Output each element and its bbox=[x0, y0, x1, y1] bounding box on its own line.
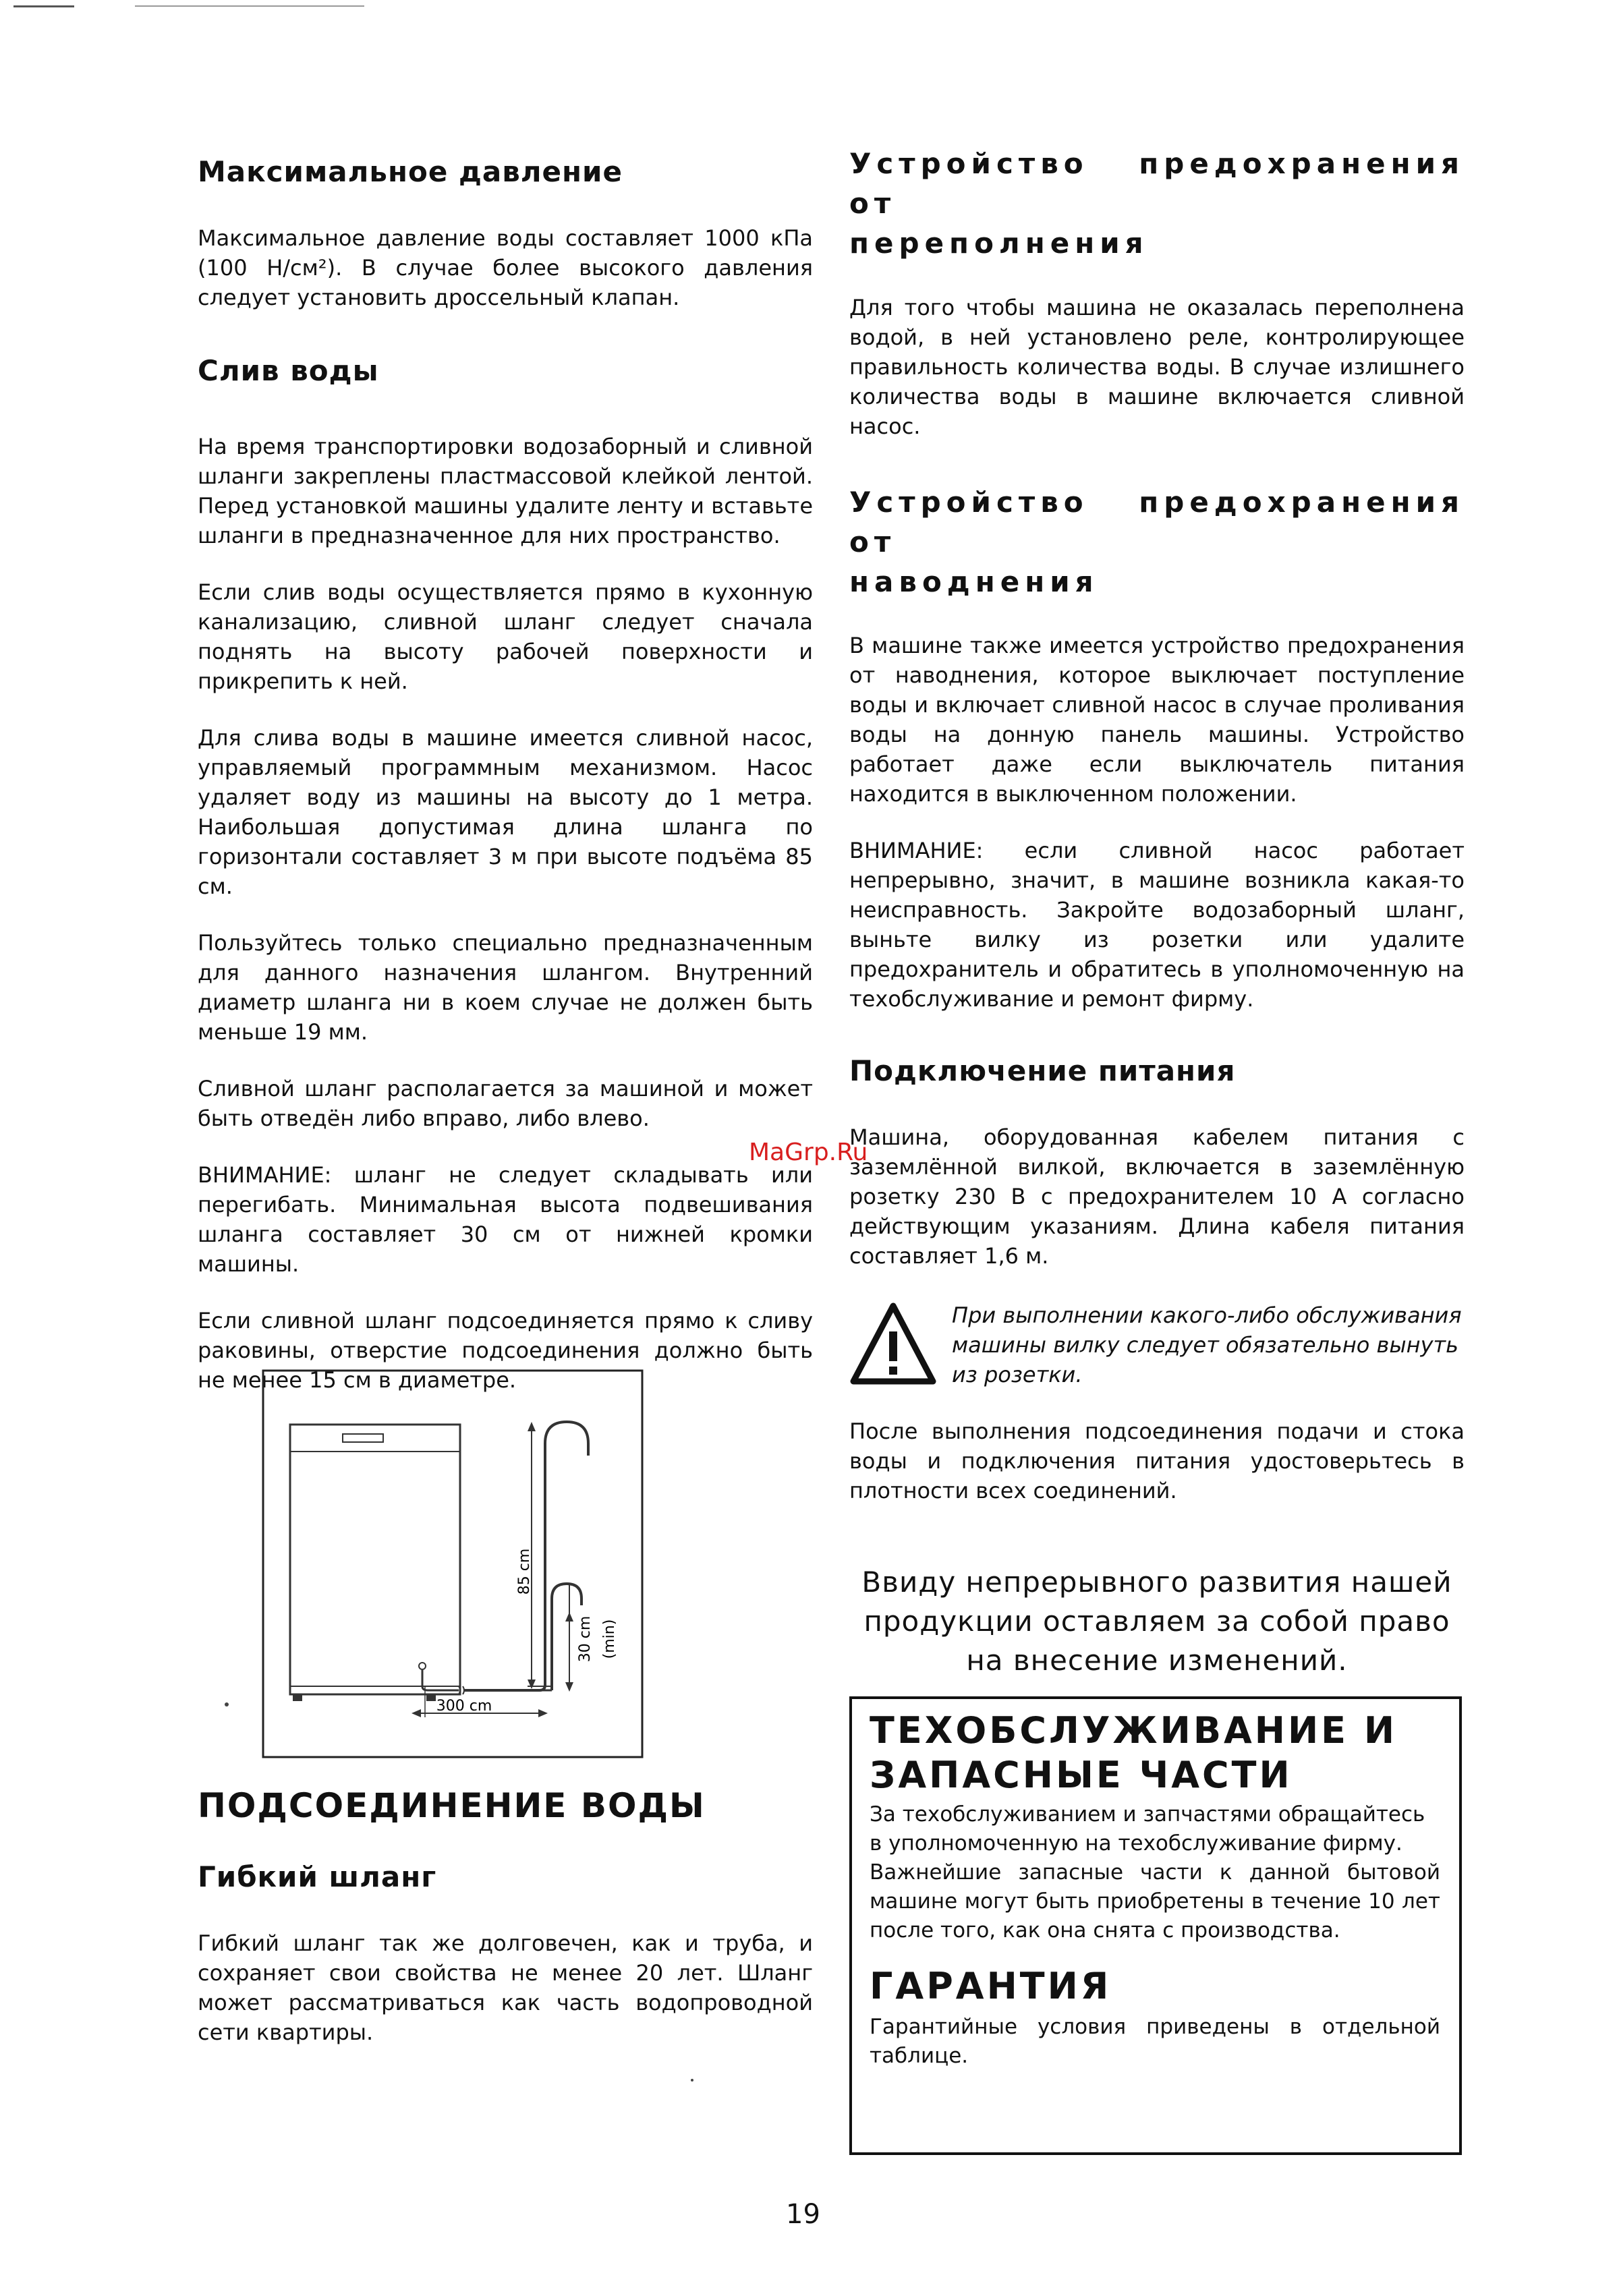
flexible-hose-text: Гибкий шланг так же долговечен, как и труба, и сохраняет свои свойства не менее 20 лет. Шланг может рассматриваться как часть водопроводной сети квартиры. bbox=[198, 1930, 813, 2045]
hose-clip bbox=[459, 1686, 464, 1694]
flood-warning-paragraph: ВНИМАНИЕ: если сливной насос работает непрерывно, значит, в машине возникла какая-то неисправность. Закройте водозаборный шланг, выньте вилку из розетки или удалите предохранитель и обратитесь в уполномоченную на техобслуживание и ремонт фирму. bbox=[849, 837, 1465, 1012]
power-paragraph: Машина, оборудованная кабелем питания с заземлённой вилкой, включается в заземлённую розетку 230 В с предохранителем 10 А согласно действующим указаниям. Длина кабеля питания составляет 1,6 м. bbox=[849, 1124, 1465, 1269]
overflow-heading-line1: Устройство предохранения от bbox=[849, 147, 1465, 220]
service-paragraph: За техобслуживанием и запчастями обращайтесь в уполномоченную на техобслуживание фирму. bbox=[870, 1802, 1425, 1856]
drain-paragraph: Если сливной шланг подсоединяется прямо к сливу раковины, отверстие подсоединения должно быть не менее 15 см в диаметре. bbox=[198, 1307, 813, 1393]
label-85cm: 85 cm bbox=[516, 1548, 533, 1595]
flood-heading-line2: наводнения bbox=[849, 565, 1099, 598]
dimension-arrow bbox=[528, 1422, 536, 1431]
drain-hose-diagram bbox=[262, 1369, 644, 1758]
drain-paragraph: Пользуйтесь только специально предназначенным для данного назначения шлангом. Внутренний диаметр шланга ни в коем случае не должен быть меньше 19 мм. bbox=[198, 929, 813, 1045]
dimension-arrow bbox=[565, 1682, 573, 1692]
flood-paragraph: В машине также имеется устройство предохранения от наводнения, которое выключает поступление воды и включает сливной насос в случае проливания воды на донную панель машины. Устройство работает даже если выключатель питания находится в выключенном положении. bbox=[849, 632, 1465, 807]
warranty-heading: ГАРАНТИЯ bbox=[870, 1965, 1112, 2007]
label-300cm: 300 cm bbox=[436, 1698, 492, 1715]
flood-heading-line1: Устройство предохранения от bbox=[849, 486, 1465, 559]
dimension-arrow bbox=[412, 1709, 421, 1717]
watermark: MaGrp.Ru bbox=[749, 1139, 868, 1166]
safety-warning bbox=[849, 1300, 1465, 1389]
scan-dot bbox=[691, 2079, 693, 2082]
warning-triangle-icon bbox=[849, 1300, 937, 1388]
max-pressure-text: Максимальное давление воды составляет 1000 кПа (100 Н/см²). В случае более высокого давления следует установить дроссельный клапан. bbox=[198, 225, 813, 310]
water-connection-section bbox=[198, 1786, 813, 2047]
service-warranty-box bbox=[849, 1696, 1462, 2155]
dishwasher-outline bbox=[290, 1425, 460, 1694]
water-connection-heading: ПОДСОЕДИНЕНИЕ ВОДЫ bbox=[198, 1786, 706, 1825]
drain-paragraph: Сливной шланг располагается за машиной и может быть отведён либо вправо, либо влево. bbox=[198, 1075, 813, 1131]
scan-edge-line bbox=[13, 5, 74, 7]
right-column bbox=[849, 144, 1465, 1505]
drain-paragraph: Если слив воды осуществляется прямо в кухонную канализацию, сливной шланг следует сначала поднять на высоту рабочей поверхности и прикрепить к ней. bbox=[198, 579, 813, 694]
drain-warning-paragraph: ВНИМАНИЕ: шланг не следует складывать или перегибать. Минимальная высота подвешивания шланга составляет 30 см от нижней кромки машины. bbox=[198, 1161, 813, 1277]
dimension-arrow bbox=[565, 1612, 573, 1621]
display-slot bbox=[343, 1434, 383, 1442]
scan-dot bbox=[225, 1702, 229, 1706]
drain-hose-lower bbox=[422, 1670, 459, 1690]
flexible-hose-heading: Гибкий шланг bbox=[198, 1860, 437, 1893]
safety-warning-text: При выполнении какого-либо обслуживания машины вилку следует обязательно вынуть из розетки. bbox=[952, 1302, 1462, 1387]
drain-paragraph: Для слива воды в машине имеется сливной насос, управляемый программным механизмом. Насос удаляет воду из машины на высоту до 1 метра. Наибольшая допустимая длина шланга по горизонтали составляет 3 м при высоте подъёма 85 см. bbox=[198, 724, 813, 899]
dimension-arrow bbox=[528, 1680, 536, 1689]
drain-paragraph: На время транспортировки водозаборный и сливной шланги закреплены пластмассовой клейкой лентой. Перед установкой машины удалите ленту и вставьте шланги в предназначенное для них пространство. bbox=[198, 433, 813, 548]
page-number: 19 bbox=[786, 2199, 820, 2230]
foot bbox=[293, 1694, 302, 1701]
drain-outlet bbox=[419, 1663, 426, 1669]
foot bbox=[426, 1694, 436, 1701]
service-paragraph: Важнейшие запасные части к данной бытовой машине могут быть приобретены в течение 10 лет после того, как она снята с производства. bbox=[870, 1860, 1440, 1943]
overflow-heading-line2: переполнения bbox=[849, 226, 1149, 260]
drain-heading: Слив воды bbox=[198, 353, 379, 387]
change-notice: Ввиду непрерывного развития нашей продукции оставляем за собой право на внесение изменений. bbox=[861, 1566, 1452, 1677]
overflow-text: Для того чтобы машина не оказалась переполнена водой, в ней установлено реле, контролирующее правильность количества воды. В случае излишнего количества воды в машине включается сливной насос. bbox=[849, 295, 1465, 440]
service-heading: ТЕХОБСЛУЖИВАНИЕ И ЗАПАСНЫЕ ЧАСТИ bbox=[870, 1709, 1398, 1796]
label-30cm: 30 cm bbox=[577, 1615, 594, 1663]
max-pressure-heading: Максимальное давление bbox=[198, 155, 623, 188]
power-heading: Подключение питания bbox=[849, 1054, 1236, 1087]
scan-edge-line bbox=[135, 5, 364, 7]
warranty-text: Гарантийные условия приведены в отдельной таблице. bbox=[870, 2015, 1440, 2068]
dimension-arrow bbox=[538, 1709, 548, 1717]
power-final-paragraph: После выполнения подсоединения подачи и стока воды и подключения питания удостоверьтесь в плотности всех соединений. bbox=[849, 1418, 1465, 1503]
label-min: (min) bbox=[601, 1619, 618, 1659]
control-panel bbox=[290, 1425, 460, 1452]
left-column bbox=[198, 152, 813, 1395]
